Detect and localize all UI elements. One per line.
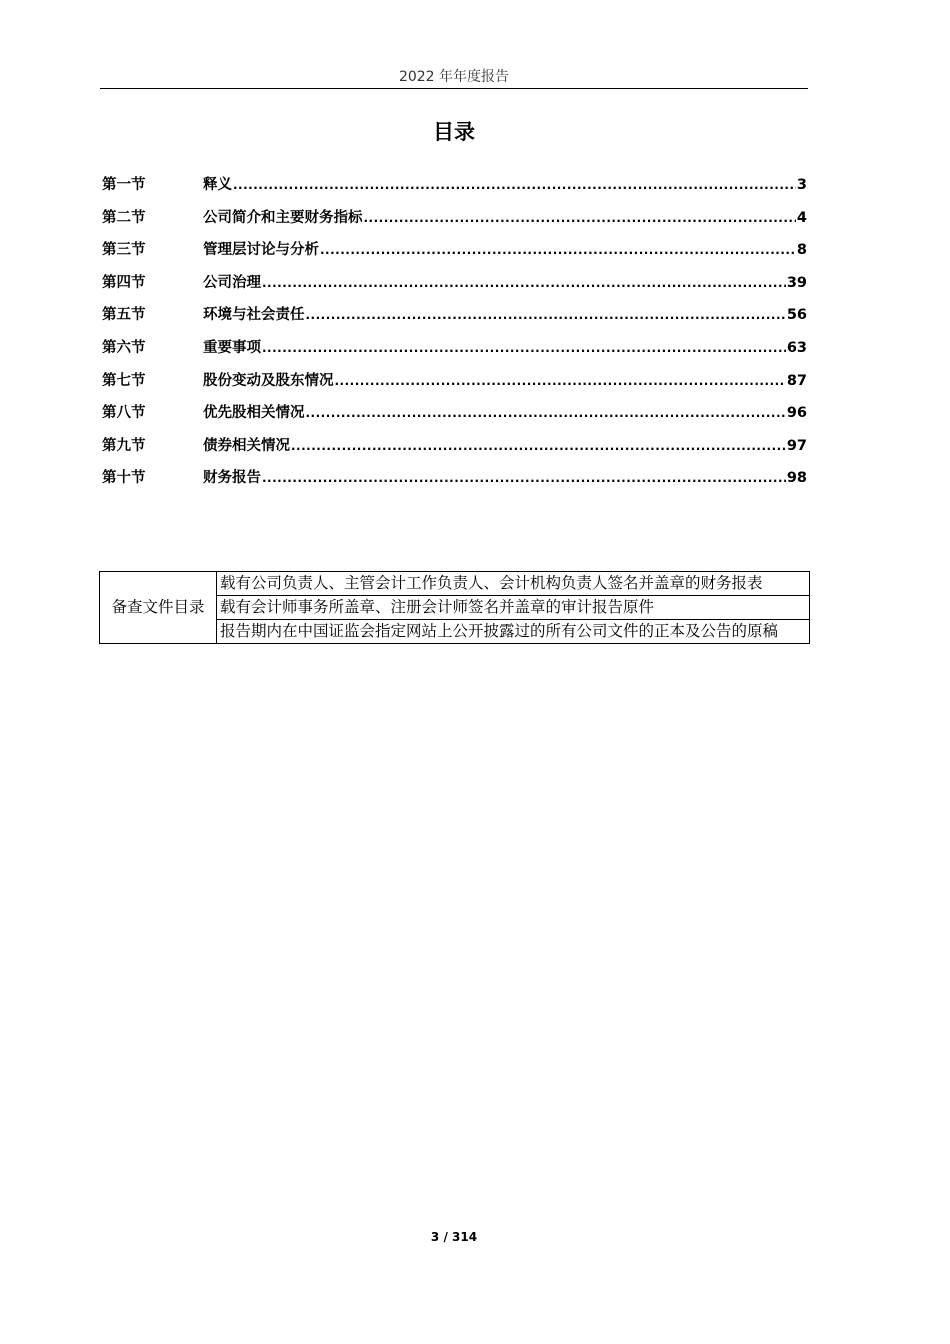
reference-doc-item: 报告期内在中国证监会指定网站上公开披露过的所有公司文件的正本及公告的原稿 (217, 620, 810, 644)
report-header: 2022 年年度报告 (398, 69, 510, 85)
reference-doc-item: 载有公司负责人、主管会计工作负责人、会计机构负责人签名并盖章的财务报表 (217, 572, 810, 596)
toc-page-number: 96 (786, 405, 807, 422)
toc-leader-dots (364, 211, 796, 225)
toc-leader-dots (262, 341, 786, 355)
toc-page-number: 87 (786, 372, 807, 389)
toc-page-number: 98 (786, 470, 807, 487)
toc-leader-dots (262, 276, 786, 290)
toc-section-title: 债券相关情况 (203, 437, 290, 454)
toc-entry-3[interactable] (102, 238, 807, 271)
toc-page-number: 39 (786, 274, 807, 291)
toc-section-title: 公司治理 (203, 274, 261, 291)
toc-section-number: 第一节 (102, 177, 146, 193)
toc-leader-dots (306, 308, 786, 322)
toc-section-title: 优先股相关情况 (203, 405, 305, 422)
toc-entry-7[interactable] (102, 369, 807, 402)
toc-page-number: 4 (796, 209, 807, 226)
toc-section-title: 重要事项 (203, 339, 261, 356)
header-divider (100, 88, 808, 89)
toc-entry-5[interactable] (102, 303, 807, 336)
table-row (100, 572, 810, 596)
toc-section-number: 第三节 (102, 242, 146, 259)
toc-page-number: 63 (786, 339, 807, 356)
toc-leader-dots (335, 374, 786, 388)
reference-docs-label: 备查文件目录 (100, 572, 217, 644)
toc-page-number: 97 (786, 437, 807, 454)
toc-section-number: 第九节 (102, 437, 146, 454)
page-number-footer: 3 / 314 (430, 1230, 478, 1244)
toc-leader-dots (291, 439, 786, 453)
toc-entry-9[interactable] (102, 434, 807, 467)
toc-section-title: 释义 (203, 177, 232, 193)
reference-documents-table (99, 571, 810, 644)
toc-section-title: 财务报告 (203, 470, 261, 487)
toc-section-title: 公司简介和主要财务指标 (203, 209, 363, 226)
toc-leader-dots (306, 406, 786, 420)
table-of-contents (102, 173, 807, 499)
toc-section-number: 第二节 (102, 209, 146, 226)
toc-section-number: 第七节 (102, 372, 146, 389)
toc-leader-dots (233, 178, 796, 192)
toc-page-number: 8 (796, 242, 807, 259)
toc-entry-8[interactable] (102, 401, 807, 434)
toc-page-number: 56 (786, 307, 807, 324)
reference-doc-item: 载有会计师事务所盖章、注册会计师签名并盖章的审计报告原件 (217, 596, 810, 620)
toc-section-title: 管理层讨论与分析 (203, 242, 319, 259)
toc-entry-10[interactable] (102, 466, 807, 499)
toc-title: 目录 (433, 120, 475, 144)
toc-entry-1[interactable] (102, 173, 807, 206)
toc-entry-4[interactable] (102, 271, 807, 304)
toc-leader-dots (320, 243, 796, 257)
toc-section-number: 第五节 (102, 307, 146, 324)
toc-section-number: 第十节 (102, 470, 146, 487)
toc-section-number: 第六节 (102, 339, 146, 356)
toc-section-number: 第四节 (102, 274, 146, 291)
toc-section-title: 环境与社会责任 (203, 307, 305, 324)
toc-leader-dots (262, 471, 786, 485)
toc-section-number: 第八节 (102, 405, 146, 422)
toc-page-number: 3 (796, 177, 807, 193)
toc-entry-6[interactable] (102, 336, 807, 369)
toc-section-title: 股份变动及股东情况 (203, 372, 334, 389)
toc-entry-2[interactable] (102, 206, 807, 239)
